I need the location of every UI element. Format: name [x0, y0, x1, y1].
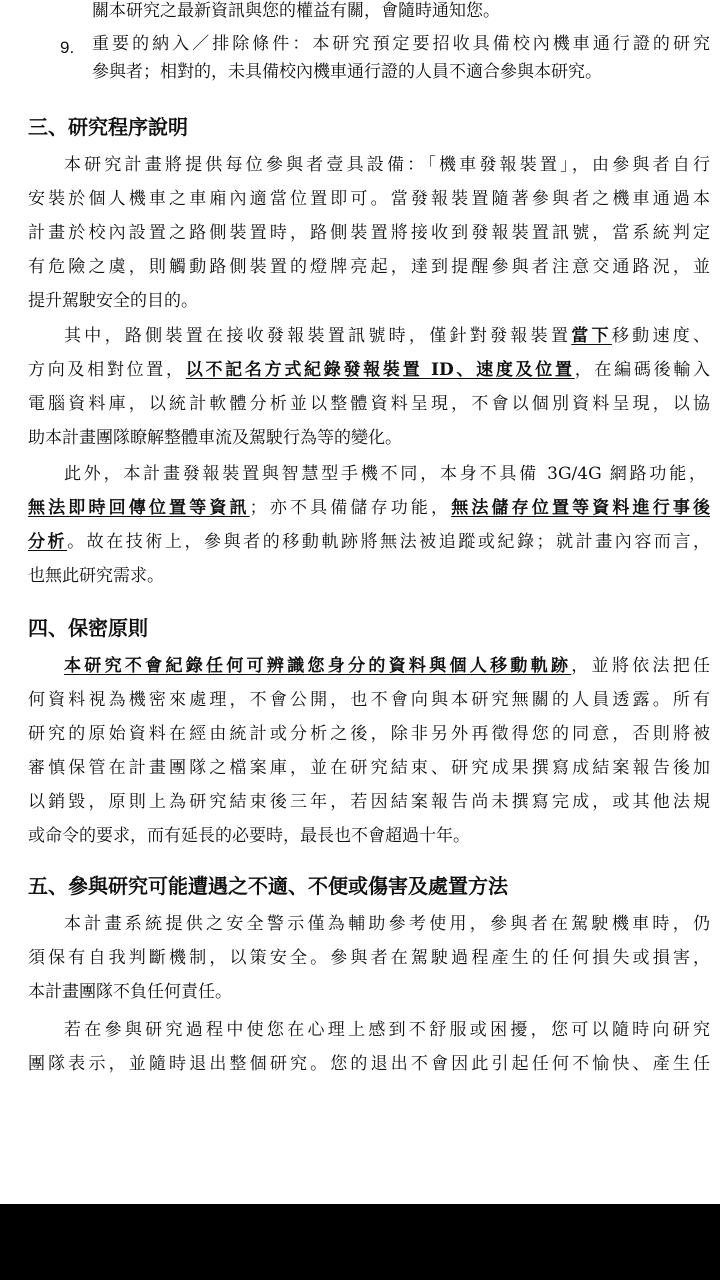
section4-p1-line1 — [64, 652, 710, 680]
section3-p2-line1 — [64, 322, 710, 350]
section4-p1-line3: 研究的原始資料在經由統計或分析之後，除非另外再徵得您的同意，否則將被 — [28, 724, 710, 744]
section3-p2-line3: 電腦資料庫，以統計軟體分析並以整體資料呈現，不會以個別資料呈現，以協 — [28, 394, 710, 414]
section3-p3-line4: 也無此研究需求。 — [28, 566, 164, 586]
text-run: 。故在技術上，參與者的移動軌跡將無法被追蹤或紀錄；就計畫內容而言， — [67, 532, 710, 552]
section5-heading: 五、參與研究可能遭遇之不適、不便或傷害及處置方法 — [28, 874, 508, 898]
section4-p1-line4: 審慎保管在計畫團隊之檔案庫，並在研究結束、研究成果撰寫成結案報告後加 — [28, 758, 710, 778]
section5-p1-line3: 本計畫團隊不負任何責任。 — [28, 982, 232, 1002]
text-run: ，在編碼後輸入 — [574, 360, 710, 380]
text-run: 其中，路側裝置在接收發報裝置訊號時，僅針對發報裝置 — [64, 326, 572, 346]
section3-p1-line1: 本研究計畫將提供每位參與者壹具設備：「機車發報裝置」，由參與者自行 — [64, 155, 710, 175]
underlined-bold-text: 本研究不會紀錄任何可辨識您身分的資料與個人移動軌跡 — [64, 656, 572, 676]
underlined-bold-text: 無法儲存位置等資料進行事後 — [451, 498, 710, 518]
section3-p2-line2 — [28, 356, 710, 384]
underlined-bold-text: 以不記名方式紀錄發報裝置 ID、速度及位置 — [185, 360, 575, 380]
section5-p2-line2: 團隊表示，並隨時退出整個研究。您的退出不會因此引起任何不愉快、產生任 — [28, 1054, 710, 1074]
item9-line1: 重要的納入／排除條件：本研究預定要招收具備校內機車通行證的研究 — [92, 34, 710, 54]
text-run: ，並將依法把任 — [571, 656, 710, 676]
item8-continuation: 關本研究之最新資訊與您的權益有關，會隨時通知您。 — [92, 1, 500, 21]
underlined-bold-text: 無法即時回傳位置等資訊 — [28, 498, 250, 518]
section5-p1-line1: 本計畫系統提供之安全警示僅為輔助參考使用，參與者在駕駛機車時，仍 — [64, 914, 710, 934]
section3-p1-line5: 提升駕駛安全的目的。 — [28, 291, 198, 311]
section4-p1-line5: 以銷毀，原則上為研究結束後三年，若因結案報告尚未撰寫完成，或其他法規 — [28, 792, 710, 812]
item9-line2: 參與者；相對的，未具備校內機車通行證的人員不適合參與本研究。 — [92, 62, 602, 82]
section3-heading: 三、研究程序說明 — [28, 115, 188, 139]
text-run: ；亦不具備儲存功能， — [249, 498, 452, 518]
section3-p3-line2 — [28, 494, 710, 522]
section5-p2-line1: 若在參與研究過程中使您在心理上感到不舒服或困擾，您可以隨時向研究 — [64, 1020, 710, 1040]
item9-number: 9. — [60, 38, 75, 57]
section3-p1-line4: 有危險之虞，則觸動路側裝置的燈牌亮起，達到提醒參與者注意交通路況，並 — [28, 257, 710, 277]
underlined-bold-text: 當下 — [571, 326, 612, 346]
section5-p1-line2: 須保有自我判斷機制，以策安全。參與者在駕駛過程產生的任何損失或損害， — [28, 948, 710, 968]
section4-p1-line6: 或命令的要求，而有延長的必要時，最長也不會超過十年。 — [28, 826, 470, 846]
section3-p3-line3 — [28, 528, 710, 556]
bottom-black-bar — [0, 1204, 720, 1280]
text-run: 移動速度、 — [611, 326, 710, 346]
section4-p1-line2: 何資料視為機密來處理，不會公開，也不會向與本研究無關的人員透露。所有 — [28, 690, 710, 710]
section3-p1-line3: 計畫於校內設置之路側裝置時，路側裝置將接收到發報裝置訊號，當系統判定 — [28, 223, 710, 243]
text-run: 方向及相對位置， — [28, 360, 186, 380]
section3-p3-line1: 此外，本計畫發報裝置與智慧型手機不同，本身不具備 3G/4G 網路功能， — [64, 464, 706, 484]
section3-p1-line2: 安裝於個人機車之車廂內適當位置即可。當發報裝置隨著參與者之機車通過本 — [28, 189, 710, 209]
section3-p2-line4: 助本計畫團隊瞭解整體車流及駕駛行為等的變化。 — [28, 428, 402, 448]
section4-heading: 四、保密原則 — [28, 616, 148, 640]
underlined-bold-text: 分析 — [28, 532, 68, 552]
